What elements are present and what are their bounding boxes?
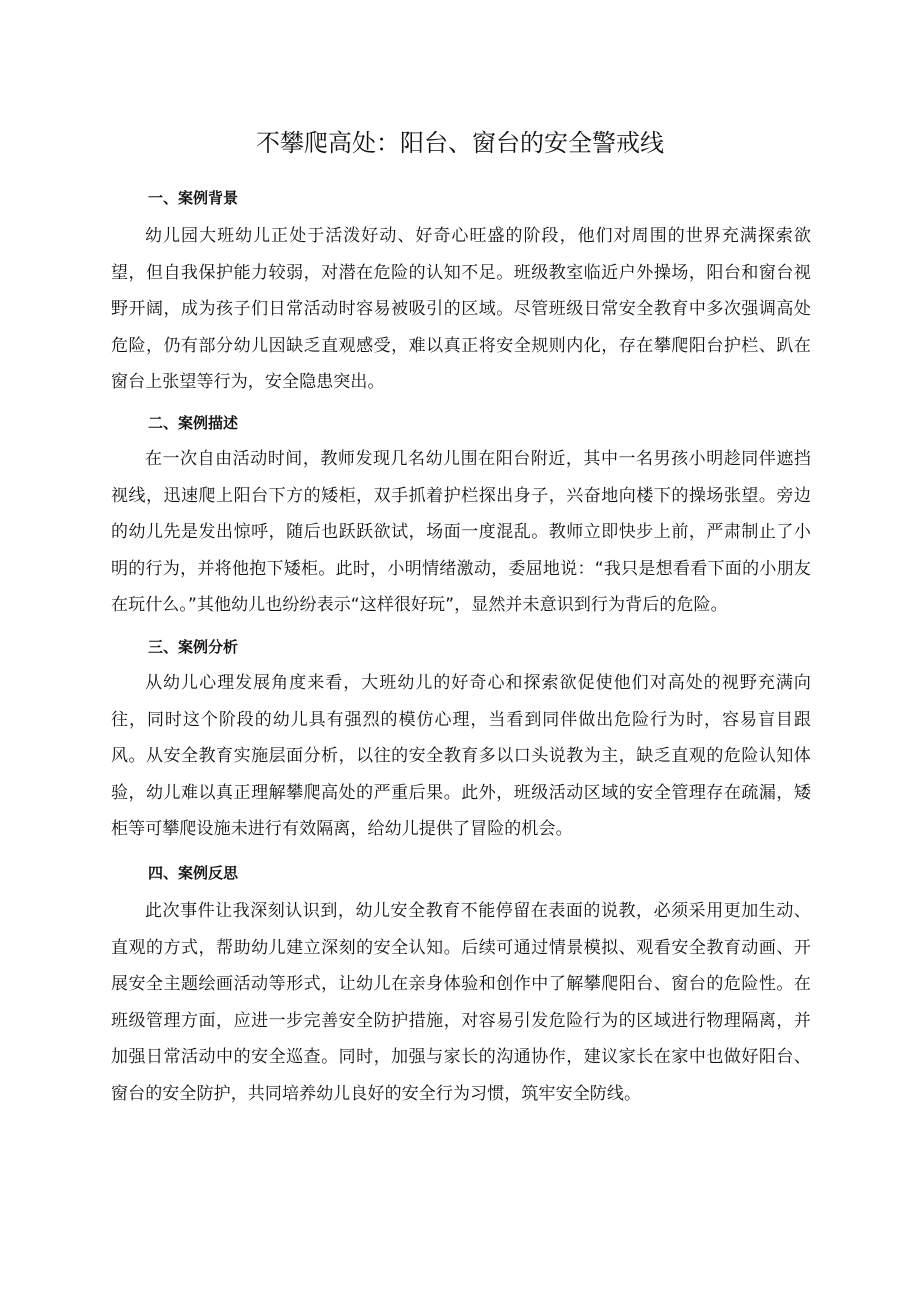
section-heading-analysis: 三、案例分析 xyxy=(148,638,239,656)
section-body-reflection: 此次事件让我深刻认识到，幼儿安全教育不能停留在表面的说教，必须采用更加生动、直观的方式，帮助幼儿建立深刻的安全认知。后续可通过情景模拟、观看安全教育动画、开展安全主题绘画活动等形式，让幼儿在亲身体验和创作中了解攀爬阳台、窗台的危险性。在班级管理方面，应进一步完善安全防护措施，对容易引发危险行为的区域进行物理隔离，并加强日常活动中的安全巡查。同时，加强与家长的沟通协作，建议家长在家中也做好阳台、窗台的安全防护，共同培养幼儿良好的安全行为习惯，筑牢安全防线。 xyxy=(111,901,811,1104)
section-body-analysis: 从幼儿心理发展角度来看，大班幼儿的好奇心和探索欲促使他们对高处的视野充满向往，同时这个阶段的幼儿具有强烈的模仿心理，当看到同伴做出危险行为时，容易盲目跟风。从安全教育实施层面分析，以往的安全教育多以口头说教为主，缺乏直观的危险认知体验，幼儿难以真正理解攀爬高处的严重后果。此外，班级活动区域的安全管理存在疏漏，矮柜等可攀爬设施未进行有效隔离，给幼儿提供了冒险的机会。 xyxy=(111,673,811,839)
section-body-background: 幼儿园大班幼儿正处于活泼好动、好奇心旺盛的阶段，他们对周围的世界充满探索欲望，但自我保护能力较弱，对潜在危险的认知不足。班级教室临近户外操场，阳台和窗台视野开阔，成为孩子们日常活动时容易被吸引的区域。尽管班级日常安全教育中多次强调高处危险，仍有部分幼儿因缺乏直观感受，难以真正将安全规则内化，存在攀爬阳台护栏、趴在窗台上张望等行为，安全隐患突出。 xyxy=(111,226,811,392)
section-body-description: 在一次自由活动时间，教师发现几名幼儿围在阳台附近，其中一名男孩小明趁同伴遮挡视线，迅速爬上阳台下方的矮柜，双手抓着护栏探出身子，兴奋地向楼下的操场张望。旁边的幼儿先是发出惊呼，随后也跃跃欲试，场面一度混乱。教师立即快步上前，严肃制止了小明的行为，并将他抱下矮柜。此时，小明情绪激动，委屈地说：“我只是想看看下面的小朋友在玩什么。”其他幼儿也纷纷表示“这样很好玩”，显然并未意识到行为背后的危险。 xyxy=(111,449,811,615)
section-heading-background: 一、案例背景 xyxy=(148,189,239,207)
section-heading-reflection: 四、案例反思 xyxy=(148,864,239,882)
document-title: 不攀爬高处：阳台、窗台的安全警戒线 xyxy=(256,129,664,157)
section-heading-description: 二、案例描述 xyxy=(148,414,239,432)
